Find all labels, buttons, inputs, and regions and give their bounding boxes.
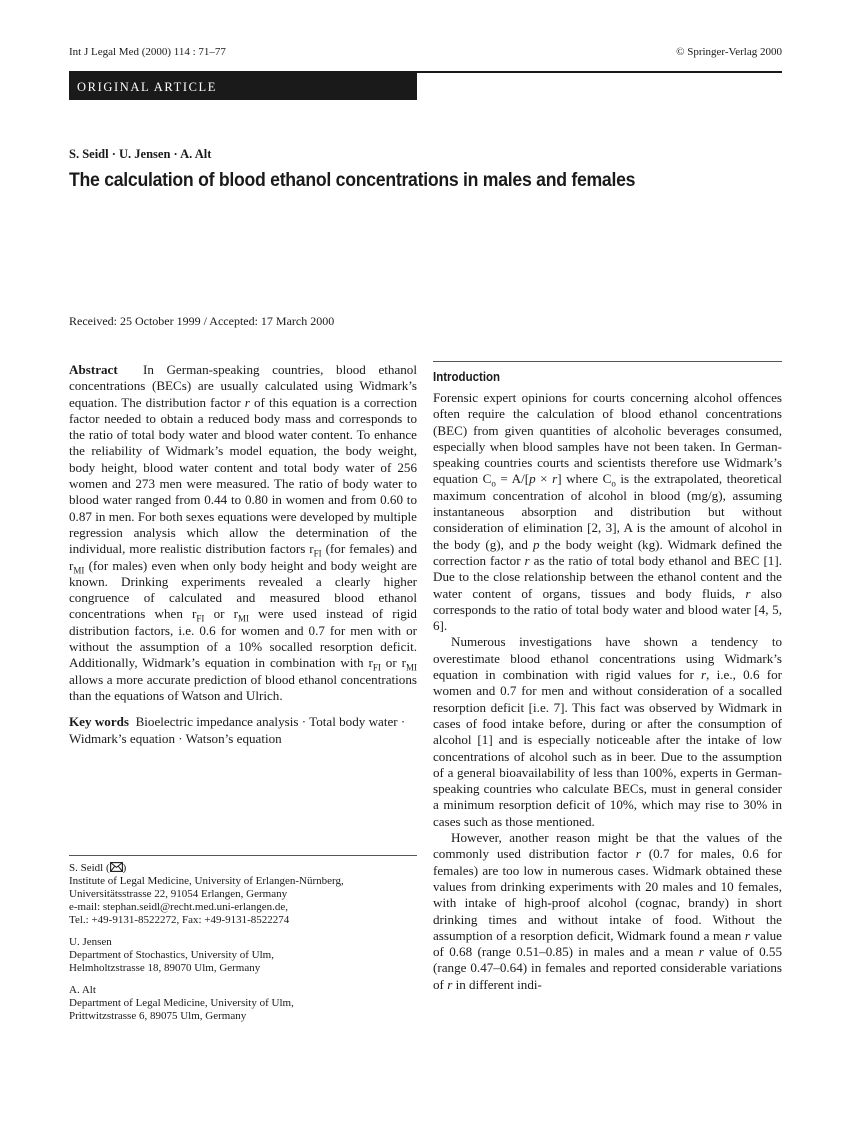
abstract-label: Abstract xyxy=(69,362,118,377)
right-column xyxy=(433,390,782,993)
keywords-label: Key words xyxy=(69,714,130,730)
article-type-banner: ORIGINAL ARTICLE xyxy=(69,73,417,100)
affiliation-line: Helmholtzstrasse 18, 89070 Ulm, Germany xyxy=(69,962,261,975)
received-dates: Received: 25 October 1999 / Accepted: 17 March 2000 xyxy=(69,314,335,328)
subscript: FI xyxy=(372,662,381,673)
subscript: MI xyxy=(238,614,250,625)
affiliation-line: Institute of Legal Medicine, University of Erlangen-Nürnberg, xyxy=(69,875,344,888)
affiliation-line: Universitätsstrasse 22, 91054 Erlangen, Germany xyxy=(69,888,288,901)
affiliation-line: Tel.: +49-9131-8522272, Fax: +49-9131-8522274 xyxy=(69,914,290,927)
affiliation-name: U. Jensen xyxy=(69,936,112,948)
subscript: FI xyxy=(196,614,205,625)
abstract-text: r xyxy=(244,394,250,410)
abstract-text: of this equation is a correction factor needed to obtain a reduced body mass and corresponds to the ratio of total body water and blood water content. To enhance the reliability of Widmark’s model equation, the body weight, body height, blood water content and total body water of 256 women and 273 men were measured. The ratio of body water to blood water ranged from 0.44 to 0.80 in women and from 0.60 to 0.87 in men. For both sexes equations were developed by multiple regression analysis which allow the determination of the individual, more realistic distribution factors r xyxy=(69,394,418,557)
article-title: The calculation of blood ethanol concentrations in males and females xyxy=(69,170,636,191)
affiliation-alt xyxy=(69,984,417,1023)
email-line[interactable]: e-mail: stephan.seidl@recht.med.uni-erlangen.de, xyxy=(69,901,289,914)
affiliation-name: S. Seidl ( ) xyxy=(69,862,127,874)
subscript: MI xyxy=(405,662,417,673)
abstract-text: In German-speaking countries, blood ethanol concentrations (BECs) are usually calculated using Widmark’s equation. The distribution factor xyxy=(69,362,417,410)
introduction-paragraph: Numerous investigations have shown a tendency to overestimate blood ethanol concentrations using Widmark’s equation in combination with rigid values for r, i.e., 0.6 for women and 0.7 for men and without consideration of a socalled resorption deficit [i.e. 7]. This fact was observed by Widmark in cases of food intake before, during or after the consumption of alcohol [1] and is especially noticeable after the intake of low concentrations of alcohol such as in beer. Due to the assumption of a general bioavailability of less than 100%, experts in German-speaking countries who calculate BECs, must in general consider a minimum resorption deficit of 10%, which may rise to 30% in cases such as those mentioned. xyxy=(433,634,782,829)
envelope-icon xyxy=(110,862,123,872)
author-list: S. Seidl · U. Jensen · A. Alt xyxy=(69,147,212,161)
copyright-notice: © Springer-Verlag 2000 xyxy=(676,46,782,58)
abstract-text: (for males) even when only body height and body weight are known. Drinking experiments revealed a clearly higher congruence of calculated and measured blood ethanol concentrations when r xyxy=(69,557,417,622)
affiliation-seidl xyxy=(69,862,417,927)
abstract xyxy=(69,362,417,704)
abstract-text: (for females) and r xyxy=(69,541,417,573)
introduction-rule xyxy=(433,361,782,362)
journal-citation: Int J Legal Med (2000) 114 : 71–77 xyxy=(69,46,226,58)
affiliation-jensen xyxy=(69,936,417,975)
subscript: MI xyxy=(73,565,85,576)
affiliation-name: A. Alt xyxy=(69,984,96,996)
introduction-paragraph: Forensic expert opinions for courts concerning alcohol offences often require the calculation of blood ethanol concentrations (BEC) from given quantities of alcoholic beverages consumed, especially when blood samples have not been taken. In German-speaking countries courts and scientists therefore use Widmark’s equation $C_o = A/[p \times r]$ where $C_o$ is the extrapolated, theoretical maximum concentration of alcohol in blood (mg/g), assuming instantaneous absorption and distribution but without consideration of elimination [2, 3], A is the amount of alcohol in the body (g), and p the body weight (kg). Widmark defined the correction factor r as the ratio of total body ethanol and BEC [1]. Due to the close relationship between the ethanol content and the water content of organs, tissues and body fluids, r also corresponds to the ratio of total body water and blood water [4, 5, 6]. xyxy=(433,390,783,634)
abstract-text: allows a more accurate prediction of blood ethanol concentrations than the equations of Watson and Ulrich. xyxy=(69,671,417,703)
abstract-text: or r xyxy=(380,655,406,671)
affiliation-rule xyxy=(69,855,417,856)
affiliation-line: Department of Stochastics, University of Ulm, xyxy=(69,949,274,962)
abstract-text: or r xyxy=(204,606,239,622)
subscript: FI xyxy=(313,548,322,559)
keywords xyxy=(69,714,417,747)
introduction-paragraph: However, another reason might be that the values of the commonly used distribution factor r (0.7 for males, 0.6 for females) are too low in numerous cases. Widmark obtained these values from drinking experiments with 20 males and 10 females, with intake of high-proof alcohol (cognac, brandy) in short drinking times and without intake of food. Without the assumption of a resorption deficit, Widmark found a mean r value of 0.68 (range 0.51–0.85) in males and a mean r value of 0.55 (range 0.47–0.64) in females and reported considerable variations of r in different indi- xyxy=(433,830,783,992)
left-column xyxy=(69,362,417,747)
section-heading-introduction: Introduction xyxy=(433,370,501,384)
affiliation-line: Prittwitzstrasse 6, 89075 Ulm, Germany xyxy=(69,1010,247,1023)
affiliation-line: Department of Legal Medicine, University of Ulm, xyxy=(69,997,294,1010)
abstract-text: were used instead of rigid distribution factors, i.e. 0.6 for women and 0.7 for men with or without the assumption of a 10% socalled resorption deficit. Additionally, Widmark’s equation in combination with r xyxy=(69,606,417,671)
keywords-text: Bioelectric impedance analysis · Total body water · Widmark’s equation · Watson’s equation xyxy=(69,714,406,746)
